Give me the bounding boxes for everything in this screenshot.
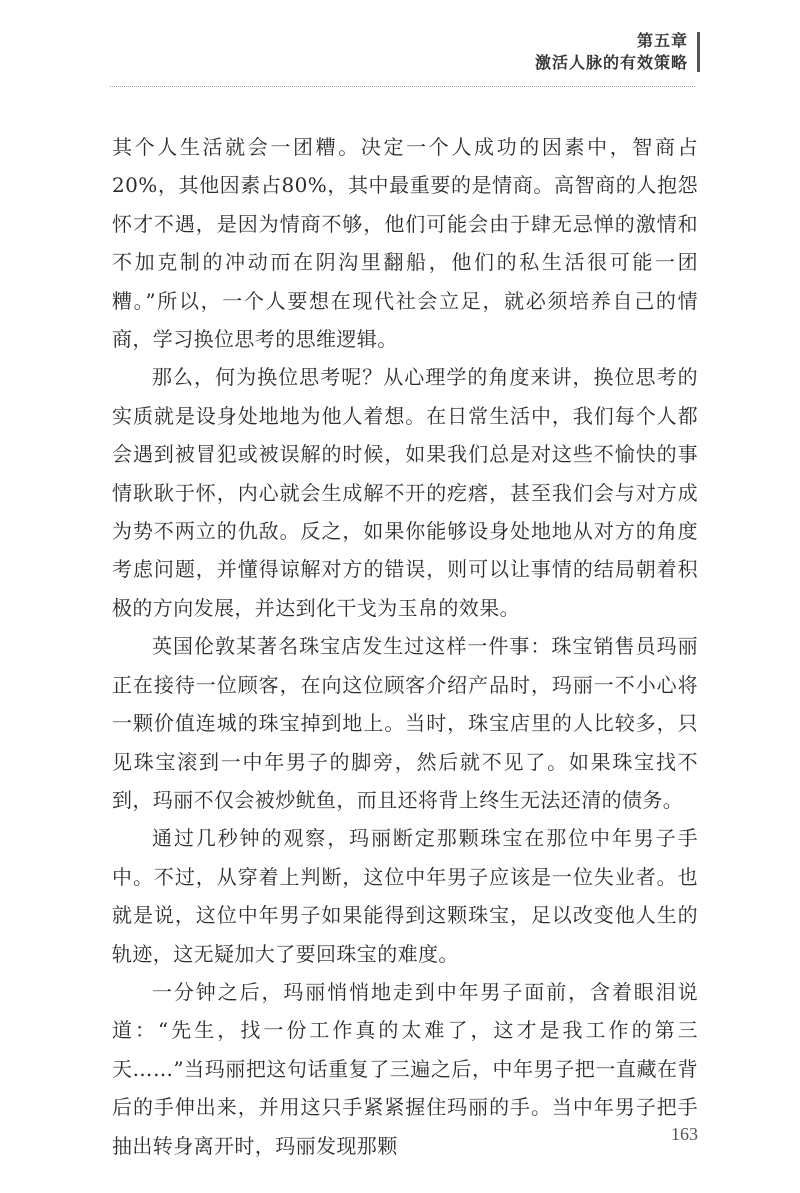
paragraph: 通过几秒钟的观察，玛丽断定那颗珠宝在那位中年男子手中。不过，从穿着上判断，这位中年男子应该是一位失业者。也就是说，这位中年男子如果能得到这颗珠宝，足以改变他人生的轨迹，这无疑加大了要回珠宝的难度。 — [112, 826, 698, 966]
body-text — [112, 128, 698, 1165]
header-divider-bar — [697, 32, 700, 72]
paragraph: 英国伦敦某著名珠宝店发生过这样一件事：珠宝销售员玛丽正在接待一位顾客，在向这位顾客介绍产品时，玛丽一不小心将一颗价值连城的珠宝掉到地上。当时，珠宝店里的人比较多，只见珠宝滚到一中年男子的脚旁，然后就不见了。如果珠宝找不到，玛丽不仅会被炒鱿鱼，而且还将背上终生无法还清的债务。 — [112, 634, 698, 812]
paragraph: 一分钟之后，玛丽悄悄地走到中年男子面前，含着眼泪说道：“先生，找一份工作真的太难了，这才是我工作的第三天……”当玛丽把这句话重复了三遍之后，中年男子把一直藏在背后的手伸出来，并用这只手紧紧握住玛丽的手。当中年男子把手抽出转身离开时，玛丽发现那颗 — [112, 979, 698, 1158]
paragraph: 那么，何为换位思考呢？从心理学的角度来讲，换位思考的实质就是设身处地地为他人着想。在日常生活中，我们每个人都会遇到被冒犯或被误解的时候，如果我们总是对这些不愉快的事情耿耿于怀，内心就会生成解不开的疙瘩，甚至我们会与对方成为势不两立的仇敌。反之，如果你能够设身处地地从对方的角度考虑问题，并懂得谅解对方的错误，则可以让事情的结局朝着积极的方向发展，并达到化干戈为玉帛的效果。 — [112, 365, 698, 620]
paragraph-continuation: 其个人生活就会一团糟。决定一个人成功的因素中，智商占20%，其他因素占80%，其中最重要的是情商。高智商的人抱怨怀才不遇，是因为情商不够，他们可能会由于肆无忌惮的激情和不加克制的冲动而在阴沟里翻船，他们的私生活很可能一团糟。”所以，一个人要想在现代社会立足，就必须培养自己的情商，学习换位思考的思维逻辑。 — [112, 135, 698, 352]
chapter-title: 激活人脉的有效策略 — [534, 53, 688, 72]
running-header — [535, 30, 688, 74]
page-number: 163 — [671, 1124, 698, 1144]
chapter-number: 第五章 — [636, 31, 688, 50]
header-dotted-rule — [110, 86, 695, 87]
